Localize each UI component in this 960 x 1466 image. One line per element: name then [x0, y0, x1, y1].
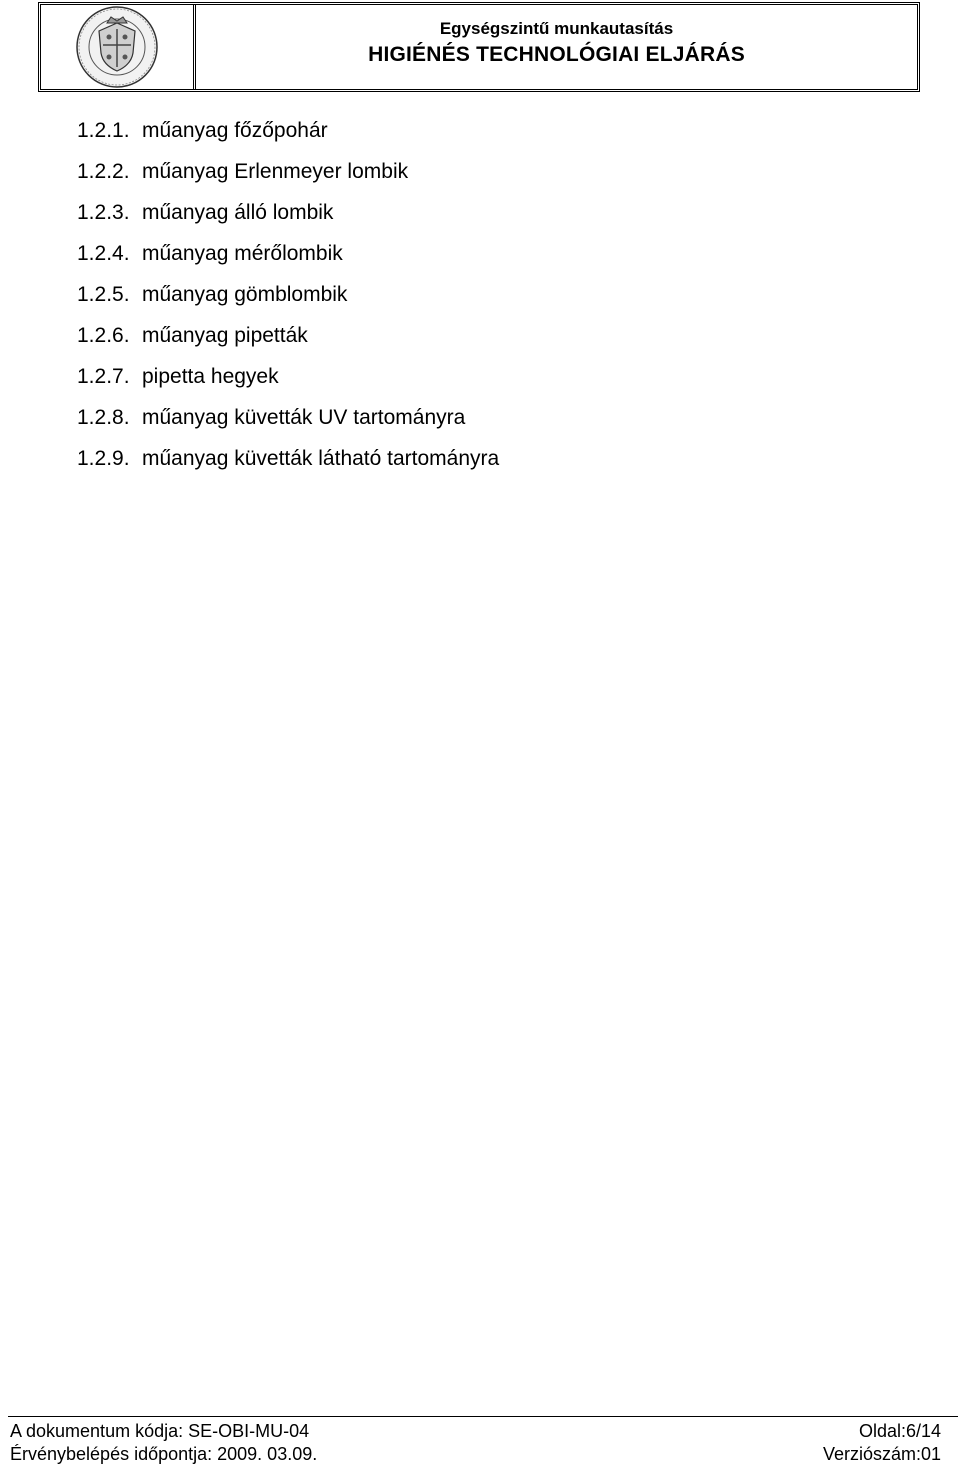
item-number: 1.2.3.	[77, 201, 130, 224]
item-text: műanyag pipetták	[142, 324, 308, 347]
document-type: Egységszintű munkautasítás	[439, 19, 674, 38]
list-item	[77, 358, 499, 399]
page-number: Oldal:6/14	[858, 1421, 941, 1441]
item-text: műanyag küvetták UV tartományra	[142, 406, 466, 429]
list-item	[77, 440, 499, 481]
item-text: műanyag álló lombik	[142, 201, 334, 224]
document-title: HIGIÉNÉS TECHNOLÓGIAI ELJÁRÁS	[368, 43, 745, 66]
equipment-list	[77, 112, 499, 481]
item-text: pipetta hegyek	[142, 365, 279, 388]
item-number: 1.2.4.	[77, 242, 130, 265]
list-item	[77, 153, 499, 194]
list-item	[77, 194, 499, 235]
logo-cell	[41, 5, 196, 89]
item-number: 1.2.2.	[77, 160, 130, 183]
list-item	[77, 317, 499, 358]
footer-row-2	[10, 1443, 941, 1465]
list-item	[77, 112, 499, 153]
item-number: 1.2.5.	[77, 283, 130, 306]
item-number: 1.2.8.	[77, 406, 130, 429]
item-text: műanyag mérőlombik	[142, 242, 343, 265]
item-text: műanyag Erlenmeyer lombik	[142, 160, 409, 183]
version-number: Verziószám:01	[822, 1444, 941, 1464]
item-number: 1.2.1.	[77, 119, 130, 142]
item-text: műanyag küvetták látható tartományra	[142, 447, 500, 470]
footer-divider	[8, 1416, 958, 1417]
header-title-cell	[196, 5, 917, 89]
document-code: A dokumentum kódja: SE-OBI-MU-04	[10, 1421, 310, 1441]
footer-row-1	[10, 1420, 941, 1442]
list-item	[77, 399, 499, 440]
item-number: 1.2.6.	[77, 324, 130, 347]
effective-date: Érvénybelépés időpontja: 2009. 03.09.	[10, 1444, 318, 1464]
item-text: műanyag gömblombik	[142, 283, 348, 306]
list-item	[77, 235, 499, 276]
university-seal-icon	[75, 5, 159, 89]
document-header	[38, 2, 920, 92]
list-item	[77, 276, 499, 317]
item-text: műanyag főzőpohár	[142, 119, 328, 142]
item-number: 1.2.7.	[77, 365, 130, 388]
item-number: 1.2.9.	[77, 447, 130, 470]
